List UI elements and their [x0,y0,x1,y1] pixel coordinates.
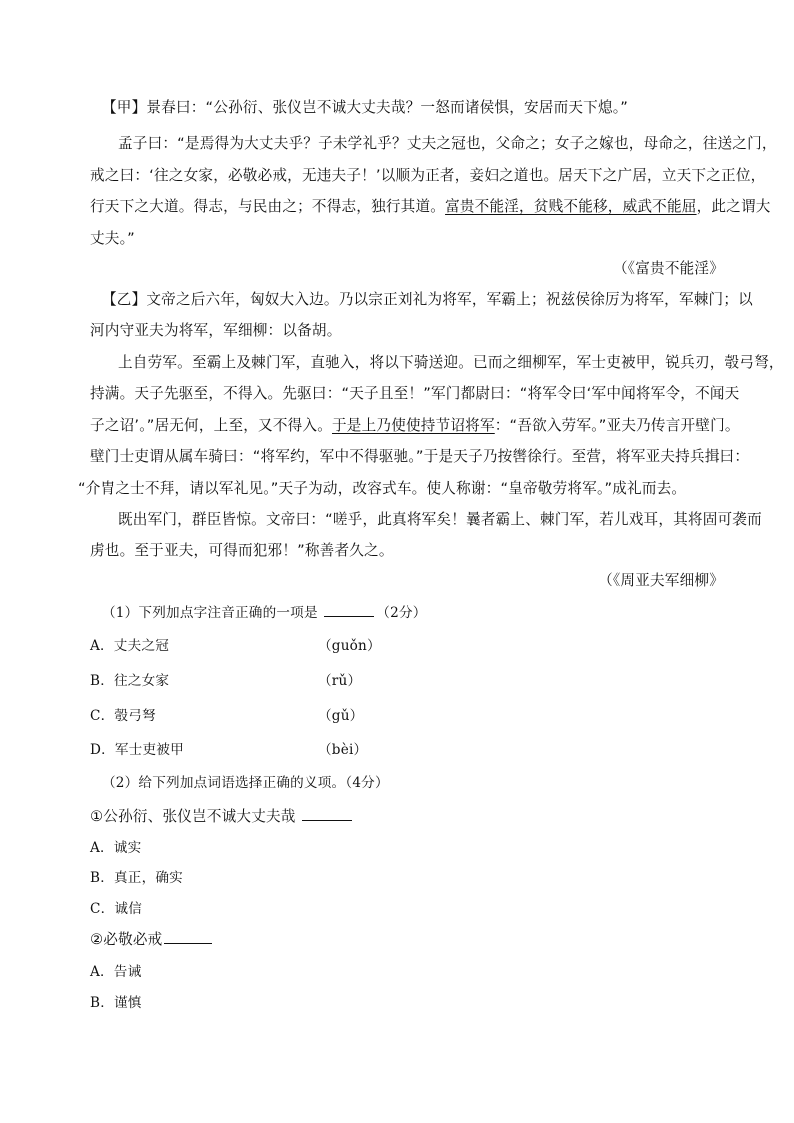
pinyin: （guǒn） [318,638,381,654]
question-2-sub1-option-b: B．真正，确实 [90,870,183,886]
passage-jia-text: ，此之谓大 [696,198,771,215]
passage-yi-para1-line1: 【乙】文帝之后六年，匈奴大入边。乃以宗正刘礼为将军，军霸上；祝兹侯徐厉为将军，军棘门；以 [102,291,753,308]
question-1-option-a: A．丈夫之冠 （guǒn） [90,638,381,654]
passage-yi-text: ：“吾欲入劳军。”亚夫乃传言开壁门。 [494,417,740,434]
pinyin: （gǔ） [318,708,364,724]
question-2-sub1-stem: ①公孙衍、张仪岂不诚大丈夫哉 [90,806,730,827]
pinyin: （rǔ） [318,673,362,689]
question-1-option-b: B．往之女家 （rǔ） [90,673,362,689]
passage-jia-para2-line1: 孟子曰：“是焉得为大丈夫乎？子未学礼乎？丈夫之冠也，父命之；女子之嫁也，母命之，往送之门， [118,135,777,152]
passage-jia-para1: 【甲】景春曰：“公孙衍、张仪岂不诚大丈夫哉？一怒而诸侯惧，安居而天下熄。” [102,99,629,116]
passage-yi-text: 子之诏’。”居无何，上至，又不得入。 [90,417,333,434]
question-2-sub2-option-a: A．告诫 [90,964,142,980]
answer-blank[interactable] [164,929,212,944]
passage-yi-para3-line2: 虏也。至于亚夫，可得而犯邪！”称善者久之。 [90,542,394,559]
passage-jia-text: 行天下之大道。得志，与民由之；不得志，独行其道。 [90,198,446,215]
question-1-option-d: D．军士吏被甲 （bèi） [90,742,368,758]
passage-jia-para2-line3 [90,197,771,217]
passage-yi-para2-line4: 壁门士吏谓从属车骑曰：“将军约，军中不得驱驰。”于是天子乃按辔徐行。至营，将军亚夫持兵揖曰： [90,448,750,465]
answer-blank[interactable] [302,806,352,821]
passage-yi-para2-line1: 上自劳军。至霸上及棘门军，直驰入，将以下骑送迎。已而之细柳军，军士吏被甲，锐兵刃，彀弓弩， [118,354,784,371]
underlined-sentence: 于是上乃使使持节诏将军 [332,417,495,434]
question-2-sub1-option-c: C．诚信 [90,901,142,917]
question-1-option-c: C．彀弓弩 （gǔ） [90,708,364,724]
passage-yi-para2-line3 [90,416,740,436]
passage-yi-para2-line2: 持满。天子先驱至，不得入。先驱曰：“天子且至！”军门都尉曰：“将军令曰‘军中闻将军令，不闻天 [90,385,740,402]
answer-blank[interactable] [324,602,374,617]
underlined-sentence: 富贵不能淫，贫贱不能移，威武不能屈 [445,198,697,215]
passage-jia-para2-line4: 丈夫。” [90,230,135,247]
source-citation-jia: （《富贵不能淫》 [612,260,724,277]
question-2-sub2-stem: ②必敬必戒 [90,929,730,950]
source-citation-yi: （《周亚夫军细柳》 [598,572,724,589]
passage-yi-para1-line2: 河内守亚夫为将军，军细柳：以备胡。 [90,322,342,339]
question-2-sub1-option-a: A．诚实 [90,840,142,856]
pinyin: （bèi） [318,742,368,758]
passage-yi-para2-line5: “介胄之士不拜，请以军礼见。”天子为动，改容式车。使人称谢：“皇帝敬劳将军。”成礼而去。 [78,480,687,497]
passage-yi-para3-line1: 既出军门，群臣皆惊。文帝曰：“嗟乎，此真将军矣！曩者霸上、棘门军，若儿戏耳，其将固可袭而 [118,511,762,528]
question-2-sub2-option-b: B．谨慎 [90,995,142,1011]
question-1-score: （2分） [376,605,427,621]
question-2-stem: （2）给下列加点词语选择正确的义项。（4分） [102,775,389,791]
question-1-stem: （1）下列加点字注音正确的一项是 （2分） [102,602,742,623]
passage-jia-para2-line2: 戒之曰：‘往之女家，必敬必戒，无违夫子！’以顺为正者，妾妇之道也。居天下之广居，立天下之正位， [90,167,766,184]
